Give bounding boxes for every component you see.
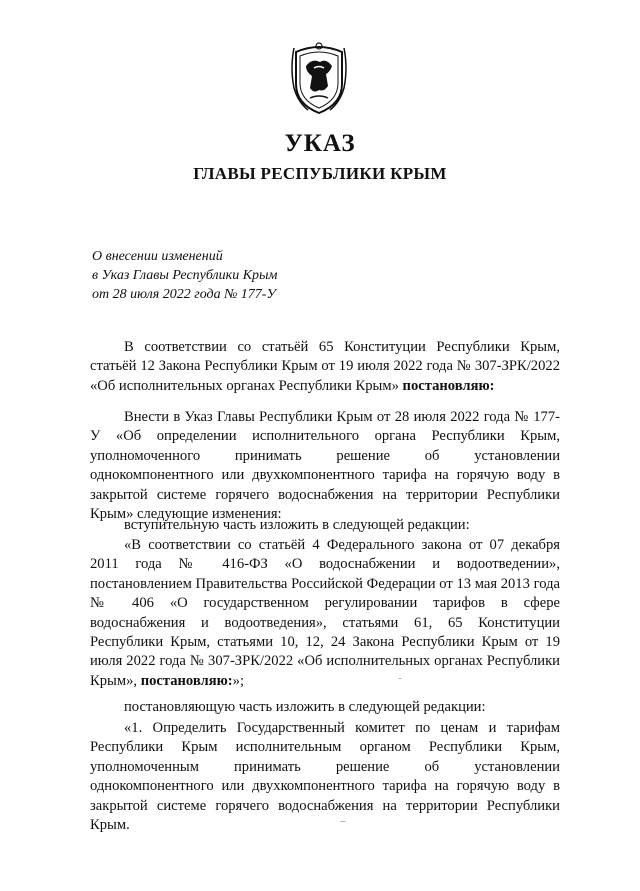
change-1-tail: »; xyxy=(232,672,244,689)
coat-of-arms-emblem xyxy=(286,38,352,116)
scan-speck xyxy=(340,821,346,822)
decree-title: УКАЗ xyxy=(284,130,356,157)
decree-subtitle: ГЛАВЫ РЕСПУБЛИКИ КРЫМ xyxy=(193,164,447,183)
change-2-text: «1. Определить Государственный комитет по ценам и тарифам Республики Крым исполнительным органом Республики Крым, уполномоченным принимать решение об установлении однокомпонентного или двухкомпонентного тарифа на горячую воду в закрытой системе горячего водоснабжения на территории Республики Крым. xyxy=(90,720,560,834)
decree-subject xyxy=(92,247,277,304)
change-1-instruction xyxy=(90,516,560,535)
change-2-paragraph xyxy=(90,719,560,835)
intro-paragraph xyxy=(90,408,560,524)
subject-line: в Указ Главы Республики Крым xyxy=(92,268,278,283)
change-1-instruction-text: вступительную часть изложить в следующей редакции: xyxy=(124,517,470,533)
preamble-decree-word: постановляю: xyxy=(402,377,495,394)
change-2-instruction xyxy=(90,698,560,717)
subject-line: О внесении изменений xyxy=(92,249,223,264)
preamble-paragraph xyxy=(90,338,560,396)
change-1-decree-word: постановляю: xyxy=(140,672,233,689)
preamble-text: В соответствии со статьёй 65 Конституции Республики Крым, статьёй 12 Закона Республики Крым от 19 июля 2022 года № 307-ЗРК/2022 «Об исполнительных органах Республики Крым» xyxy=(90,339,560,394)
change-2-instruction-text: постановляющую часть изложить в следующей редакции: xyxy=(124,699,486,715)
scan-speck xyxy=(398,678,402,679)
intro-text: Внести в Указ Главы Республики Крым от 28 июля 2022 года № 177-У «Об определении исполнительного органа Республики Крым, уполномоченного принимать решение об установлении однокомпонентного или двухкомпонентного тарифа на горячую воду в закрытой системе горячего водоснабжения на территории Республики Крым» следующие изменения: xyxy=(90,409,560,523)
change-1-paragraph xyxy=(90,536,560,691)
subject-line: от 28 июля 2022 года № 177-У xyxy=(92,287,276,302)
change-1-text: «В соответствии со статьёй 4 Федерального закона от 07 декабря 2011 года № 416-ФЗ «О водоснабжении и водоотведении», постановлением Правительства Российской Федерации от 13 мая 2013 года № 406 «О государственном регулировании тарифов в сфере водоснабжения и водоотведения», статьями 61, 65 Конституции Республики Крым, статьями 10, 12, 24 Закона Республики Крым от 19 июля 2022 года № 307-ЗРК/2022 «Об исполнительных органах Республики Крым», xyxy=(90,537,560,689)
